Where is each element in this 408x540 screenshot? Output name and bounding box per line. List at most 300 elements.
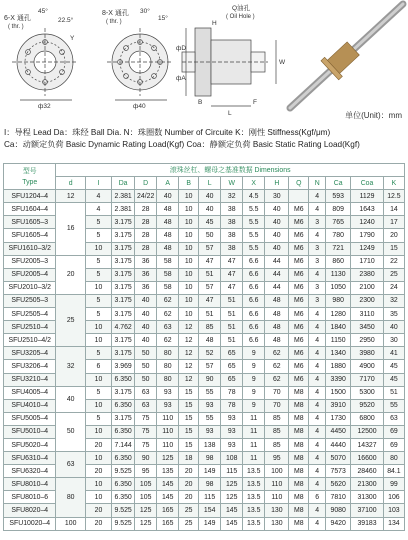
cell-da: 9.525 (112, 465, 135, 478)
cell-ca: 7810 (326, 491, 351, 504)
mid-holes-label: 8-X 通孔 (102, 10, 129, 17)
cell-h: 44 (265, 268, 289, 281)
cell-b: 12 (179, 373, 199, 386)
cell-coa: 12500 (351, 425, 384, 438)
cell-da: 3.175 (112, 268, 135, 281)
cell-h: 70 (265, 399, 289, 412)
cell-k: 41 (383, 347, 404, 360)
cell-model: SFU1204–4 (4, 190, 56, 203)
cell-q: M8 (289, 399, 309, 412)
cell-d: 36 (135, 268, 157, 281)
cell-model: SFU10020–4 (4, 517, 56, 530)
cell-b: 25 (179, 517, 199, 530)
cell-model: SFU6320–4 (4, 465, 56, 478)
cell-a: 110 (157, 425, 179, 438)
cell-da: 6.350 (112, 452, 135, 465)
cell-w: 47 (221, 268, 243, 281)
cell-a: 62 (157, 334, 179, 347)
cell-b: 12 (179, 334, 199, 347)
legend-line-2: Ca：动额定负荷 Basic Dynamic Rating Load(Kgf) Coa：静额定负荷 Basic Static Rating Load(Kgf) (4, 139, 360, 149)
cell-ca: 765 (326, 216, 351, 229)
cell-x: 6.6 (243, 334, 265, 347)
cell-l: 57 (199, 360, 221, 373)
cell-h: 62 (265, 360, 289, 373)
cell-k: 22 (383, 255, 404, 268)
cell-model: SFU2510–4 (4, 321, 56, 334)
cell-ca: 9080 (326, 504, 351, 517)
cell-w: 93 (221, 412, 243, 425)
cell-l: 55 (199, 412, 221, 425)
cell-b: 20 (179, 491, 199, 504)
cell-ca: 5070 (326, 452, 351, 465)
cell-model: SFU5020–4 (4, 438, 56, 451)
cell-i: 10 (85, 399, 111, 412)
cell-b: 10 (179, 242, 199, 255)
cell-da: 7.144 (112, 438, 135, 451)
cell-da: 4.762 (112, 321, 135, 334)
cell-w: 38 (221, 242, 243, 255)
cell-da: 3.175 (112, 386, 135, 399)
cell-k: 32 (383, 294, 404, 307)
cell-d: 20 (56, 255, 85, 294)
cell-q: M8 (289, 386, 309, 399)
cell-i: 5 (85, 386, 111, 399)
cell-h: 95 (265, 452, 289, 465)
cell-a: 80 (157, 373, 179, 386)
cell-d: 16 (56, 203, 85, 255)
cell-i: 20 (85, 438, 111, 451)
cell-i: 5 (85, 308, 111, 321)
mid-angle-15: 15° (158, 15, 168, 22)
cell-a: 48 (157, 229, 179, 242)
table-row (4, 412, 405, 425)
cell-i: 5 (85, 412, 111, 425)
cell-coa: 1249 (351, 242, 384, 255)
cell-x: 9 (243, 347, 265, 360)
mid-angle-30: 30° (140, 8, 150, 15)
column-header-w: W (221, 177, 243, 190)
cell-model: SFU8010–6 (4, 491, 56, 504)
cell-i: 6 (85, 360, 111, 373)
cell-n: 4 (309, 268, 326, 281)
cell-ca: 1050 (326, 281, 351, 294)
column-header-l: L (199, 177, 221, 190)
dim-L-label: L (228, 110, 232, 117)
cell-ca: 780 (326, 229, 351, 242)
cell-l: 90 (199, 373, 221, 386)
cell-ca: 4450 (326, 425, 351, 438)
cell-q: M8 (289, 465, 309, 478)
cell-i: 10 (85, 373, 111, 386)
cell-w: 38 (221, 229, 243, 242)
cell-a: 58 (157, 255, 179, 268)
cell-l: 52 (199, 347, 221, 360)
cell-model: SFU5005–4 (4, 412, 56, 425)
technical-drawings (0, 0, 408, 118)
left-pcd-label: Y (70, 35, 75, 42)
flange-front-view-6hole (12, 28, 78, 100)
cell-b: 10 (179, 294, 199, 307)
cell-d: 40 (135, 321, 157, 334)
cell-d: 75 (135, 425, 157, 438)
cell-q: M6 (289, 203, 309, 216)
cell-i: 10 (85, 281, 111, 294)
cell-w: 108 (221, 452, 243, 465)
cell-a: 58 (157, 268, 179, 281)
cell-a: 62 (157, 294, 179, 307)
cell-b: 12 (179, 360, 199, 373)
table-row (4, 190, 405, 203)
cell-x: 6.6 (243, 268, 265, 281)
cell-x: 9 (243, 386, 265, 399)
column-header-i: I (85, 177, 111, 190)
cell-k: 12.5 (383, 190, 404, 203)
cell-a: 145 (157, 478, 179, 491)
cell-h: 85 (265, 425, 289, 438)
cell-d: 36 (135, 281, 157, 294)
cell-h: 100 (265, 465, 289, 478)
cell-b: 20 (179, 465, 199, 478)
cell-da: 6.350 (112, 425, 135, 438)
cell-ca: 860 (326, 255, 351, 268)
cell-l: 55 (199, 386, 221, 399)
cell-w: 65 (221, 347, 243, 360)
cell-h: 44 (265, 255, 289, 268)
cell-d: 63 (135, 386, 157, 399)
cell-model: SFU1605–4 (4, 229, 56, 242)
cell-da: 6.350 (112, 373, 135, 386)
cell-coa: 1129 (351, 190, 384, 203)
cell-q: M6 (289, 334, 309, 347)
left-angle-45: 45° (38, 8, 48, 15)
cell-w: 51 (221, 308, 243, 321)
cell-k: 55 (383, 399, 404, 412)
cell-l: 40 (199, 203, 221, 216)
cell-q: M8 (289, 425, 309, 438)
cell-b: 12 (179, 347, 199, 360)
cell-d: 75 (135, 438, 157, 451)
cell-q: M8 (289, 478, 309, 491)
cell-q: M6 (289, 308, 309, 321)
cell-b: 25 (179, 504, 199, 517)
cell-h: 40 (265, 242, 289, 255)
cell-ca: 1500 (326, 386, 351, 399)
cell-coa: 6800 (351, 412, 384, 425)
cell-ca: 1280 (326, 308, 351, 321)
cell-k: 45 (383, 360, 404, 373)
table-row (4, 478, 405, 491)
cell-d: 105 (135, 491, 157, 504)
cell-coa: 7170 (351, 373, 384, 386)
cell-ca: 4440 (326, 438, 351, 451)
cell-l: 149 (199, 465, 221, 478)
cell-x: 4.5 (243, 190, 265, 203)
cell-b: 10 (179, 229, 199, 242)
cell-i: 4 (85, 190, 111, 203)
cell-n: 4 (309, 190, 326, 203)
cell-h: 40 (265, 216, 289, 229)
cell-x: 6.6 (243, 294, 265, 307)
left-thr-label: ( thr. ) (8, 24, 24, 30)
cell-q (289, 190, 309, 203)
cell-q: M6 (289, 242, 309, 255)
column-header-d: D (135, 177, 157, 190)
cell-d: 12 (56, 190, 85, 203)
cell-a: 93 (157, 386, 179, 399)
cell-da: 3.175 (112, 281, 135, 294)
cell-w: 93 (221, 425, 243, 438)
cell-x: 5.5 (243, 229, 265, 242)
cell-w: 78 (221, 386, 243, 399)
cell-h: 62 (265, 373, 289, 386)
cell-ca: 1340 (326, 347, 351, 360)
cell-l: 98 (199, 478, 221, 491)
cell-d: 100 (56, 517, 85, 530)
table-row (4, 203, 405, 216)
cell-w: 32 (221, 190, 243, 203)
cell-l: 57 (199, 281, 221, 294)
cell-l: 51 (199, 268, 221, 281)
cell-w: 38 (221, 203, 243, 216)
cell-a: 165 (157, 504, 179, 517)
cell-da: 9.525 (112, 517, 135, 530)
mid-dia-label: ф40 (133, 103, 146, 110)
cell-h: 48 (265, 294, 289, 307)
cell-da: 6.350 (112, 478, 135, 491)
cell-q: M8 (289, 517, 309, 530)
cell-w: 51 (221, 334, 243, 347)
cell-b: 12 (179, 321, 199, 334)
cell-h: 85 (265, 438, 289, 451)
cell-x: 6.6 (243, 321, 265, 334)
cell-n: 4 (309, 517, 326, 530)
cell-model: SFU5010–4 (4, 425, 56, 438)
cell-da: 3.175 (112, 308, 135, 321)
cell-ca: 980 (326, 294, 351, 307)
cell-q: M6 (289, 294, 309, 307)
cell-a: 93 (157, 399, 179, 412)
column-header-x: X (243, 177, 265, 190)
cell-b: 15 (179, 412, 199, 425)
ball-screw-photo (290, 4, 403, 108)
cell-ca: 1130 (326, 268, 351, 281)
cell-d: 75 (135, 412, 157, 425)
cell-a: 48 (157, 242, 179, 255)
cell-k: 84.1 (383, 465, 404, 478)
cell-x: 11 (243, 425, 265, 438)
table-row (4, 517, 405, 530)
cell-b: 10 (179, 216, 199, 229)
cell-n: 4 (309, 478, 326, 491)
cell-l: 93 (199, 425, 221, 438)
cell-da: 9.525 (112, 504, 135, 517)
cell-coa: 1790 (351, 229, 384, 242)
cell-coa: 9520 (351, 399, 384, 412)
cell-d: 40 (135, 294, 157, 307)
cell-h: 130 (265, 504, 289, 517)
cell-x: 13.5 (243, 504, 265, 517)
cell-l: 149 (199, 517, 221, 530)
cell-a: 80 (157, 360, 179, 373)
cell-b: 10 (179, 308, 199, 321)
cell-model: SFU2505–3 (4, 294, 56, 307)
cell-q: M6 (289, 347, 309, 360)
cell-i: 10 (85, 242, 111, 255)
cell-d: 95 (135, 465, 157, 478)
cell-da: 6.350 (112, 491, 135, 504)
left-holes-label: 6-X 通孔 (4, 15, 31, 22)
flange-front-view-8hole (107, 28, 173, 100)
cell-k: 69 (383, 425, 404, 438)
cell-d: 125 (135, 504, 157, 517)
table-row (4, 294, 405, 307)
column-header-b: B (179, 177, 199, 190)
cell-n: 4 (309, 203, 326, 216)
cell-model: SFU3206–4 (4, 360, 56, 373)
cell-ca: 7573 (326, 465, 351, 478)
cell-n: 4 (309, 438, 326, 451)
cell-coa: 1240 (351, 216, 384, 229)
cell-d: 28 (135, 242, 157, 255)
cell-h: 110 (265, 491, 289, 504)
cell-h: 85 (265, 412, 289, 425)
dims-header: 滚珠丝杠、螺母之基准数据 Dimensions (56, 164, 405, 177)
cell-da: 2.381 (112, 203, 135, 216)
cell-i: 5 (85, 347, 111, 360)
cell-coa: 14327 (351, 438, 384, 451)
cell-k: 30 (383, 334, 404, 347)
cell-model: SFU1610–3/2 (4, 242, 56, 255)
cell-i: 5 (85, 229, 111, 242)
cell-w: 145 (221, 517, 243, 530)
cell-model: SFU3210–4 (4, 373, 56, 386)
cell-coa: 16600 (351, 452, 384, 465)
cell-n: 3 (309, 281, 326, 294)
cell-n: 4 (309, 386, 326, 399)
cell-model: SFU2005–4 (4, 268, 56, 281)
column-header-k: K (383, 177, 404, 190)
cell-model: SFU3205–4 (4, 347, 56, 360)
cell-b: 10 (179, 281, 199, 294)
cell-x: 11 (243, 452, 265, 465)
cell-l: 57 (199, 242, 221, 255)
cell-model: SFU1605–3 (4, 216, 56, 229)
table-row (4, 452, 405, 465)
cell-n: 6 (309, 491, 326, 504)
cell-ca: 809 (326, 203, 351, 216)
left-dia-label: ф32 (38, 103, 51, 110)
column-header-a: A (157, 177, 179, 190)
cell-ca: 3910 (326, 399, 351, 412)
cell-n: 4 (309, 321, 326, 334)
cell-d: 50 (135, 360, 157, 373)
dim-F-label: F (253, 99, 257, 106)
cell-h: 48 (265, 308, 289, 321)
cell-l: 47 (199, 255, 221, 268)
cell-w: 51 (221, 294, 243, 307)
cell-w: 65 (221, 373, 243, 386)
column-header-coa: Coa (351, 177, 384, 190)
cell-n: 4 (309, 399, 326, 412)
cell-k: 45 (383, 373, 404, 386)
cell-x: 13.5 (243, 465, 265, 478)
cell-n: 3 (309, 242, 326, 255)
cell-coa: 39183 (351, 517, 384, 530)
cell-i: 10 (85, 321, 111, 334)
cell-a: 110 (157, 438, 179, 451)
cell-i: 10 (85, 491, 111, 504)
cell-model: SFU8010–4 (4, 478, 56, 491)
cell-b: 18 (179, 452, 199, 465)
cell-n: 4 (309, 452, 326, 465)
cell-n: 3 (309, 216, 326, 229)
cell-w: 125 (221, 478, 243, 491)
cell-a: 62 (157, 308, 179, 321)
cell-q: M6 (289, 229, 309, 242)
cell-h: 130 (265, 517, 289, 530)
cell-x: 5.5 (243, 203, 265, 216)
cell-da: 3.175 (112, 242, 135, 255)
cell-q: M8 (289, 491, 309, 504)
cell-l: 47 (199, 294, 221, 307)
cell-d: 32 (56, 347, 85, 386)
cell-w: 65 (221, 360, 243, 373)
cell-i: 20 (85, 465, 111, 478)
cell-x: 9 (243, 360, 265, 373)
cell-n: 4 (309, 412, 326, 425)
cell-a: 40 (157, 190, 179, 203)
cell-i: 20 (85, 504, 111, 517)
cell-da: 3.175 (112, 347, 135, 360)
cell-i: 5 (85, 268, 111, 281)
table-row (4, 255, 405, 268)
cell-n: 4 (309, 308, 326, 321)
cell-h: 40 (265, 203, 289, 216)
cell-x: 13.5 (243, 517, 265, 530)
cell-w: 93 (221, 438, 243, 451)
cell-model: SFU1604–4 (4, 203, 56, 216)
cell-da: 6.350 (112, 399, 135, 412)
cell-d: 40 (135, 308, 157, 321)
cell-q: M8 (289, 452, 309, 465)
cell-x: 11 (243, 438, 265, 451)
cell-b: 20 (179, 478, 199, 491)
cell-x: 11 (243, 412, 265, 425)
cell-coa: 3980 (351, 347, 384, 360)
cell-da: 3.969 (112, 360, 135, 373)
cell-x: 5.5 (243, 242, 265, 255)
cell-l: 154 (199, 504, 221, 517)
cell-b: 15 (179, 386, 199, 399)
cell-da: 3.175 (112, 255, 135, 268)
cell-ca: 3390 (326, 373, 351, 386)
cell-d: 40 (56, 386, 85, 412)
cell-x: 9 (243, 373, 265, 386)
cell-ca: 1840 (326, 321, 351, 334)
column-header-ca: Ca (326, 177, 351, 190)
cell-d: 90 (135, 452, 157, 465)
cell-k: 80 (383, 452, 404, 465)
cell-ca: 721 (326, 242, 351, 255)
cell-model: SFU4010–4 (4, 399, 56, 412)
cell-h: 70 (265, 386, 289, 399)
cell-l: 48 (199, 334, 221, 347)
nut-side-view (182, 28, 276, 106)
cell-n: 4 (309, 425, 326, 438)
cell-k: 134 (383, 517, 404, 530)
left-angle-22: 22.5° (58, 17, 74, 24)
cell-ca: 1150 (326, 334, 351, 347)
